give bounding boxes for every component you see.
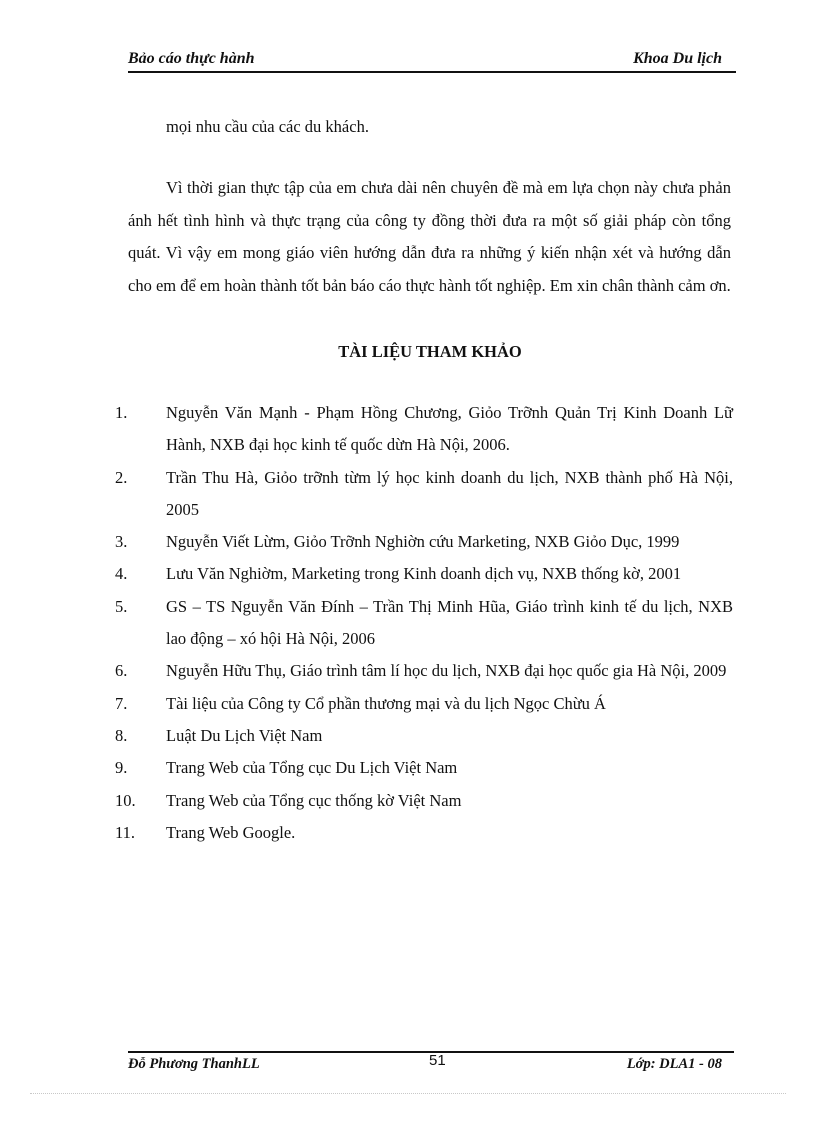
footer-class: Lớp: DLA1 - 08 (626, 1056, 722, 1072)
reference-item (115, 688, 733, 720)
reference-text: Trần Thu Hà, Giỏo trỡnh từm lý học kinh doanh du lịch, NXB thành phố Hà Nội, 2005 (166, 467, 733, 519)
references-list (115, 397, 733, 849)
reference-number: 11. (115, 822, 136, 842)
reference-item (115, 526, 733, 558)
page-number: 51 (429, 1052, 446, 1069)
reference-item (115, 752, 733, 784)
reference-text: Lưu Văn Nghiờm, Marketing trong Kinh doanh dịch vụ, NXB thống kờ, 2001 (166, 564, 682, 584)
reference-text: Luật Du Lịch Việt Nam (166, 725, 323, 745)
reference-number: 3. (115, 532, 128, 552)
header-faculty: Khoa Du lịch (633, 50, 722, 67)
reference-item (115, 785, 733, 817)
reference-number: 4. (115, 564, 128, 584)
reference-number: 5. (115, 596, 128, 616)
reference-item (115, 397, 733, 462)
reference-number: 10. (115, 790, 136, 810)
reference-text: GS – TS Nguyễn Văn Đính – Trần Thị Minh Hũa, Giáo trình kinh tế du lịch, NXB lao động – xó hội Hà Nội, 2006 (166, 596, 733, 649)
reference-text: Nguyễn Hữu Thụ, Giáo trình tâm lí học du lịch, NXB đại học quốc gia Hà Nội, 2009 (166, 661, 727, 681)
reference-number: 9. (115, 758, 128, 778)
reference-number: 8. (115, 725, 128, 745)
reference-item (115, 591, 733, 656)
header-report-title: Bảo cáo thực hành (128, 50, 255, 67)
footer-author: Đỗ Phương ThanhLL (128, 1056, 260, 1072)
page-bottom-border (30, 1093, 786, 1094)
reference-text: Tài liệu của Công ty Cổ phần thương mại và du lịch Ngọc Chừu Á (166, 693, 606, 713)
reference-item (115, 558, 733, 590)
body-paragraph-1: mọi nhu cầu của các du khách. (166, 117, 369, 136)
reference-item (115, 817, 733, 849)
header-rule (128, 71, 736, 73)
reference-text: Nguyễn Văn Mạnh - Phạm Hồng Chương, Giỏo Trỡnh Quản Trị Kinh Doanh Lữ Hành, NXB đại học kinh tế quốc dừn Hà Nội, 2006. (166, 403, 733, 455)
reference-text: Nguyễn Viết Lừm, Giỏo Trỡnh Nghiờn cứu Marketing, NXB Giỏo Dục, 1999 (166, 532, 680, 552)
reference-item (115, 462, 733, 527)
reference-number: 6. (115, 661, 128, 681)
reference-number: 1. (115, 403, 128, 422)
reference-item (115, 655, 733, 687)
reference-text: Trang Web Google. (166, 822, 296, 842)
reference-number: 2. (115, 467, 128, 487)
reference-number: 7. (115, 693, 128, 713)
reference-text: Trang Web của Tổng cục thống kờ Việt Nam (166, 790, 462, 810)
reference-item (115, 720, 733, 752)
reference-text: Trang Web của Tổng cục Du Lịch Việt Nam (166, 758, 458, 778)
references-heading: TÀI LIỆU THAM KHẢO (338, 342, 522, 361)
page-header (128, 50, 734, 72)
body-paragraph-2: Vì thời gian thực tập của em chưa dài nên chuyên đề mà em lựa chọn này chưa phản ánh hết tình hình và thực trạng của công ty đồng thời đưa ra một số giải pháp còn tổng quát. Vì vậy em mong giáo viên hướng dẫn đưa ra những ý kiến nhận xét và hướng dẫn cho em để em hoàn thành tốt bản báo cáo thực hành tốt nghiệp. Em xin chân thành cảm ơn. (128, 178, 731, 295)
